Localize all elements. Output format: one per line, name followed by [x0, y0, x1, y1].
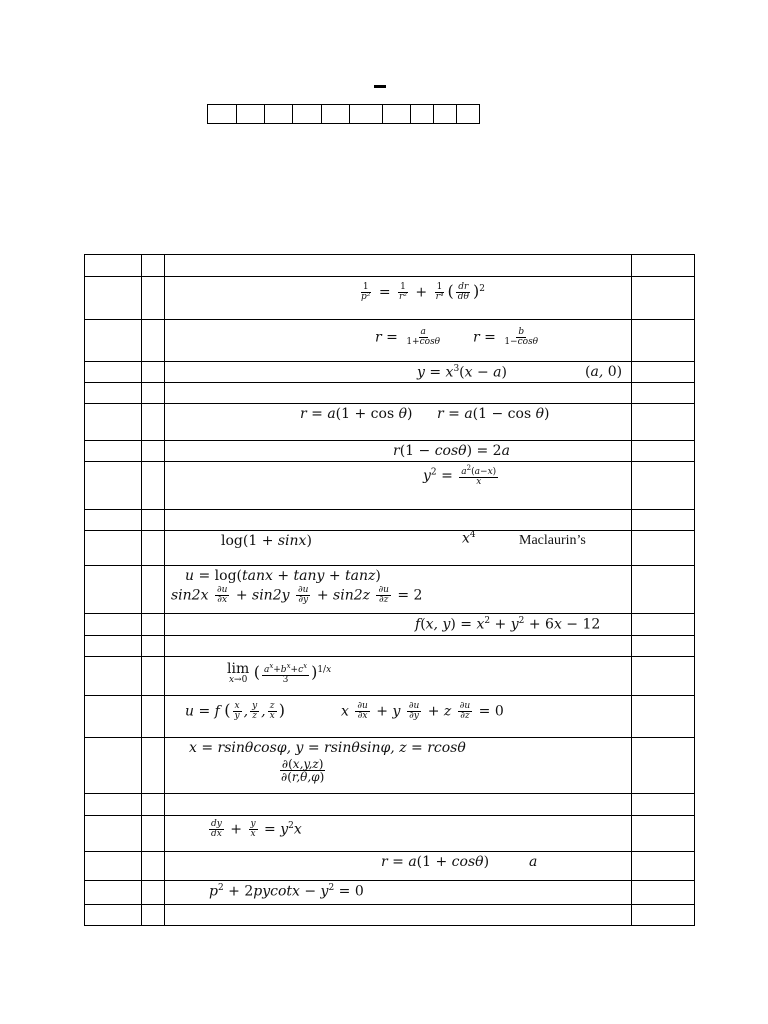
table-row [85, 510, 695, 531]
question-cell [165, 657, 632, 696]
question-cell [165, 404, 632, 441]
marks-cell [632, 696, 695, 738]
equation: r = $\frac{b}{1-\cos\theta}$ [473, 327, 539, 347]
question-cell [165, 636, 632, 657]
qno-cell [85, 881, 142, 905]
sub-cell [142, 320, 165, 362]
equation: $\frac{\partial(x,y,z)}{\partial(r,\theta,\varphi)}$ [281, 757, 325, 784]
equation: lim x→0 ( $\frac{a^x+b^x+c^x}{3}$ )$^{1/x}$ [227, 661, 332, 685]
roll-box[interactable] [237, 105, 265, 123]
qno-cell [85, 905, 142, 926]
marks-cell [632, 905, 695, 926]
table-row [85, 277, 695, 320]
qno-cell [85, 277, 142, 320]
question-cell [165, 441, 632, 462]
roll-box[interactable] [457, 105, 479, 123]
qno-cell [85, 320, 142, 362]
roll-box[interactable] [322, 105, 350, 123]
question-cell [165, 696, 632, 738]
qno-cell [85, 852, 142, 881]
qno-cell [85, 404, 142, 441]
table-row [85, 462, 695, 510]
marks-cell [632, 320, 695, 362]
sub-cell [142, 657, 165, 696]
sub-cell [142, 404, 165, 441]
marks-cell [632, 566, 695, 614]
marks-cell [632, 510, 695, 531]
question-cell [165, 794, 632, 816]
marks-cell [632, 441, 695, 462]
marks-cell [632, 614, 695, 636]
question-cell [165, 362, 632, 383]
question-cell [165, 566, 632, 614]
question-cell [165, 738, 632, 794]
equation: sin2x $\frac{\partial u}{\partial x}$ + sin2y $\frac{\partial u}{\partial y}$ + sin2z $\frac{\partial u}{\partial z}$ = 2 [171, 585, 423, 605]
equation: $y = x^3(x - a)$ [417, 364, 507, 381]
qno-cell [85, 510, 142, 531]
marks-cell [632, 738, 695, 794]
qno-cell [85, 383, 142, 404]
qno-cell [85, 636, 142, 657]
equation: u = log(tanx + tany + tanz) [185, 568, 381, 584]
sub-cell [142, 255, 165, 277]
question-cell [165, 320, 632, 362]
marks-cell [632, 462, 695, 510]
marks-cell [632, 636, 695, 657]
question-cell [165, 852, 632, 881]
marks-cell [632, 404, 695, 441]
table-row [85, 636, 695, 657]
table-row [85, 614, 695, 636]
equation: (a, 0) [585, 364, 623, 380]
equation: x = rsinθcosφ, y = rsinθsinφ, z = rcosθ [189, 740, 466, 756]
equation: r = a(1 + cos θ) [300, 406, 413, 422]
sub-cell [142, 816, 165, 852]
sub-cell [142, 383, 165, 404]
roll-box[interactable] [383, 105, 411, 123]
qno-cell [85, 794, 142, 816]
roll-box[interactable] [265, 105, 293, 123]
qno-cell [85, 738, 142, 794]
marks-cell [632, 816, 695, 852]
marks-cell [632, 255, 695, 277]
question-cell [165, 462, 632, 510]
equation: a [529, 854, 538, 870]
table-row [85, 905, 695, 926]
marks-cell [632, 852, 695, 881]
table-row [85, 794, 695, 816]
sub-cell [142, 696, 165, 738]
roll-box[interactable] [293, 105, 322, 123]
table-row [85, 362, 695, 383]
table-row [85, 738, 695, 794]
roll-box[interactable] [350, 105, 383, 123]
question-cell [165, 383, 632, 404]
question-cell [165, 277, 632, 320]
sub-cell [142, 462, 165, 510]
marks-cell [632, 277, 695, 320]
sub-cell [142, 738, 165, 794]
equation: r(1 − cosθ) = 2a [393, 443, 510, 459]
question-cell [165, 905, 632, 926]
marks-cell [632, 383, 695, 404]
table-row [85, 816, 695, 852]
marks-cell [632, 362, 695, 383]
equation: log(1 + sinx) [221, 533, 312, 549]
table-row [85, 383, 695, 404]
roll-box[interactable] [208, 105, 237, 123]
table-row [85, 566, 695, 614]
sub-cell [142, 636, 165, 657]
sub-cell [142, 881, 165, 905]
sub-cell [142, 905, 165, 926]
equation: r = a(1 − cos θ) [437, 406, 550, 422]
roll-box[interactable] [411, 105, 434, 123]
equation: u = f ( $\frac{x}{y}$ , $\frac{y}{z}$ , $\frac{z}{x}$ ) [185, 700, 285, 721]
qno-cell [85, 362, 142, 383]
qno-cell [85, 462, 142, 510]
sub-cell [142, 277, 165, 320]
qno-cell [85, 696, 142, 738]
sub-cell [142, 362, 165, 383]
table-row [85, 255, 695, 277]
sub-cell [142, 510, 165, 531]
table-row [85, 852, 695, 881]
question-cell [165, 510, 632, 531]
equation: r = a(1 + cosθ) [381, 854, 490, 870]
title-dash [374, 85, 386, 88]
sub-cell [142, 852, 165, 881]
table-row [85, 404, 695, 441]
table-row [85, 441, 695, 462]
qno-cell [85, 566, 142, 614]
roll-box[interactable] [434, 105, 457, 123]
equation: $y^2$ = $\frac{a^2(a-x)}{x}$ [423, 464, 497, 487]
question-cell [165, 816, 632, 852]
sub-cell [142, 794, 165, 816]
sub-cell [142, 531, 165, 566]
question-cell [165, 881, 632, 905]
marks-cell [632, 657, 695, 696]
equation: $\frac{dy}{dx}$ + $\frac{y}{x}$ = $y^2x$ [211, 819, 302, 839]
marks-cell [632, 881, 695, 905]
equation: $p^2 + 2pycotx - y^2 = 0$ [209, 883, 364, 900]
qno-cell [85, 657, 142, 696]
question-cell [165, 614, 632, 636]
table-row [85, 696, 695, 738]
table-row [85, 320, 695, 362]
sub-cell [142, 614, 165, 636]
roll-number-boxes [207, 104, 480, 124]
marks-cell [632, 531, 695, 566]
question-cell [165, 531, 632, 566]
qno-cell [85, 816, 142, 852]
equation: f(x, $y) = x^2 + y^2 + 6x - 12$ [415, 616, 601, 633]
equation: x $\frac{\partial u}{\partial x}$ + y $\frac{\partial u}{\partial y}$ + z $\frac{\partial u}{\partial z}$ = 0 [341, 701, 504, 721]
equation: $x^4$ [462, 530, 476, 547]
table-row [85, 531, 695, 566]
question-table [84, 254, 695, 926]
sub-cell [142, 441, 165, 462]
table-row [85, 657, 695, 696]
table-row [85, 881, 695, 905]
qno-cell [85, 441, 142, 462]
maclaurin-label: Maclaurin’s [519, 533, 586, 548]
equation: r = $\frac{a}{1+\cos\theta}$ [375, 327, 441, 347]
question-cell [165, 255, 632, 277]
marks-cell [632, 794, 695, 816]
qno-cell [85, 255, 142, 277]
qno-cell [85, 614, 142, 636]
sub-cell [142, 566, 165, 614]
qno-cell [85, 531, 142, 566]
equation: $\frac{1}{\text{p²}}$ = $\frac{1}{\text{r²}}$ + $\frac{1}{\text{r⁴}}$ ( $\frac{dr}{d\theta}$ )$^2$ [361, 281, 485, 302]
